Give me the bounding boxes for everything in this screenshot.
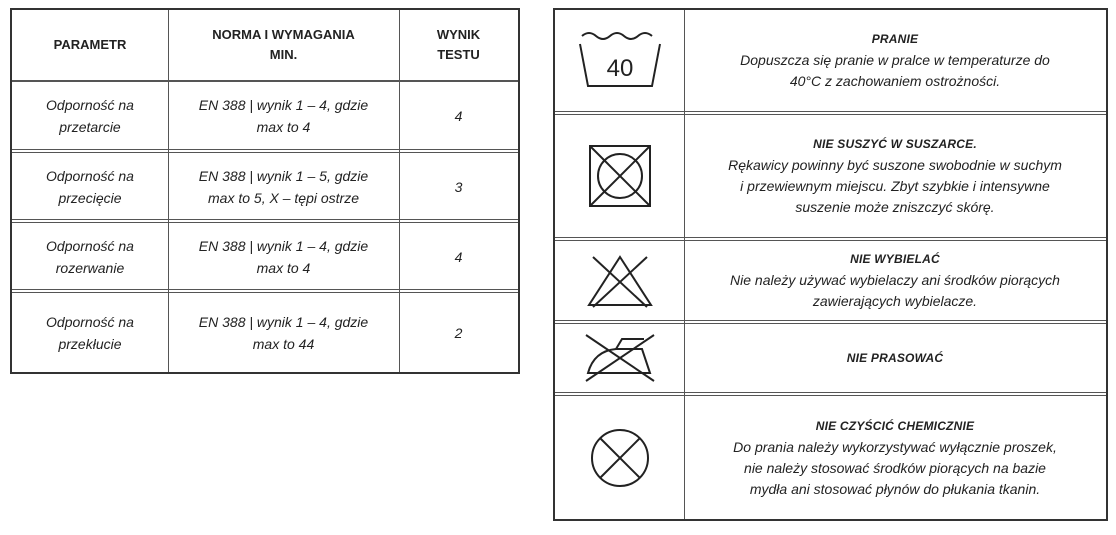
care-title: NIE CZYŚCIĆ CHEMICZNIE	[815, 418, 975, 433]
care-text	[684, 241, 1106, 320]
do-not-bleach-icon	[555, 241, 684, 320]
test-results-table	[10, 8, 520, 374]
header-parametr: PARAMETR	[53, 37, 127, 52]
table-row	[12, 153, 518, 220]
param-cell: Odporność na przecięcie	[46, 167, 134, 206]
table-row	[12, 82, 518, 150]
do-not-iron-icon	[555, 324, 684, 392]
care-text	[684, 10, 1106, 111]
care-text	[684, 115, 1106, 237]
care-desc: Nie należy używać wybielaczy ani środków piorących zawierających wybielacze.	[730, 272, 1060, 309]
care-row	[555, 10, 1106, 111]
care-title: NIE SUSZYĆ W SUSZARCE.	[813, 137, 977, 151]
care-title: NIE WYBIELAĆ	[850, 252, 940, 266]
care-row	[555, 324, 1106, 392]
do-not-dry-clean-icon	[555, 396, 684, 519]
table-row	[12, 293, 518, 372]
norm-cell: EN 388 | wynik 1 – 4, gdzie max to 4	[198, 237, 369, 276]
table-header-row	[12, 10, 518, 80]
result-cell: 2	[454, 324, 463, 341]
care-instructions-table	[553, 8, 1108, 521]
param-cell: Odporność na przetarcie	[46, 97, 134, 135]
care-row	[555, 115, 1106, 237]
norm-cell: EN 388 | wynik 1 – 4, gdzie max to 44	[198, 313, 369, 352]
do-not-tumble-dry-icon	[555, 115, 684, 237]
care-row	[555, 241, 1106, 320]
care-desc: Rękawicy powinny być suszone swobodnie w suchym i przewiewnym miejscu. Zbyt szybkie i intensywne suszenie może zniszczyć skórę.	[728, 157, 1062, 215]
care-desc: Dopuszcza się pranie w pralce w temperaturze do 40°C z zachowaniem ostrożności.	[740, 52, 1050, 89]
param-cell: Odporność na rozerwanie	[46, 237, 134, 276]
care-desc: Do prania należy wykorzystywać wyłącznie proszek, nie należy stosować środków piorących na bazie mydła ani stosować płynów do płukania tkanin.	[733, 438, 1057, 497]
care-title: PRANIE	[871, 32, 919, 46]
result-cell: 4	[454, 108, 463, 124]
table-row	[12, 223, 518, 290]
result-cell: 3	[454, 178, 463, 195]
care-text	[684, 324, 1106, 392]
wash-temp-text: 40	[606, 54, 633, 82]
result-cell: 4	[454, 248, 463, 265]
param-cell: Odporność na przekłucie	[46, 313, 134, 352]
norm-cell: EN 388 | wynik 1 – 5, gdzie max to 5, X – tępi ostrze	[198, 167, 369, 206]
care-row	[555, 396, 1106, 519]
care-title: NIE PRASOWAĆ	[846, 350, 944, 365]
header-wynik: WYNIK TESTU	[436, 27, 481, 62]
care-text	[684, 396, 1106, 519]
hand-wash-40-icon	[555, 10, 684, 111]
header-norma: NORMA I WYMAGANIA MIN.	[212, 27, 355, 62]
norm-cell: EN 388 | wynik 1 – 4, gdzie max to 4	[198, 97, 369, 135]
